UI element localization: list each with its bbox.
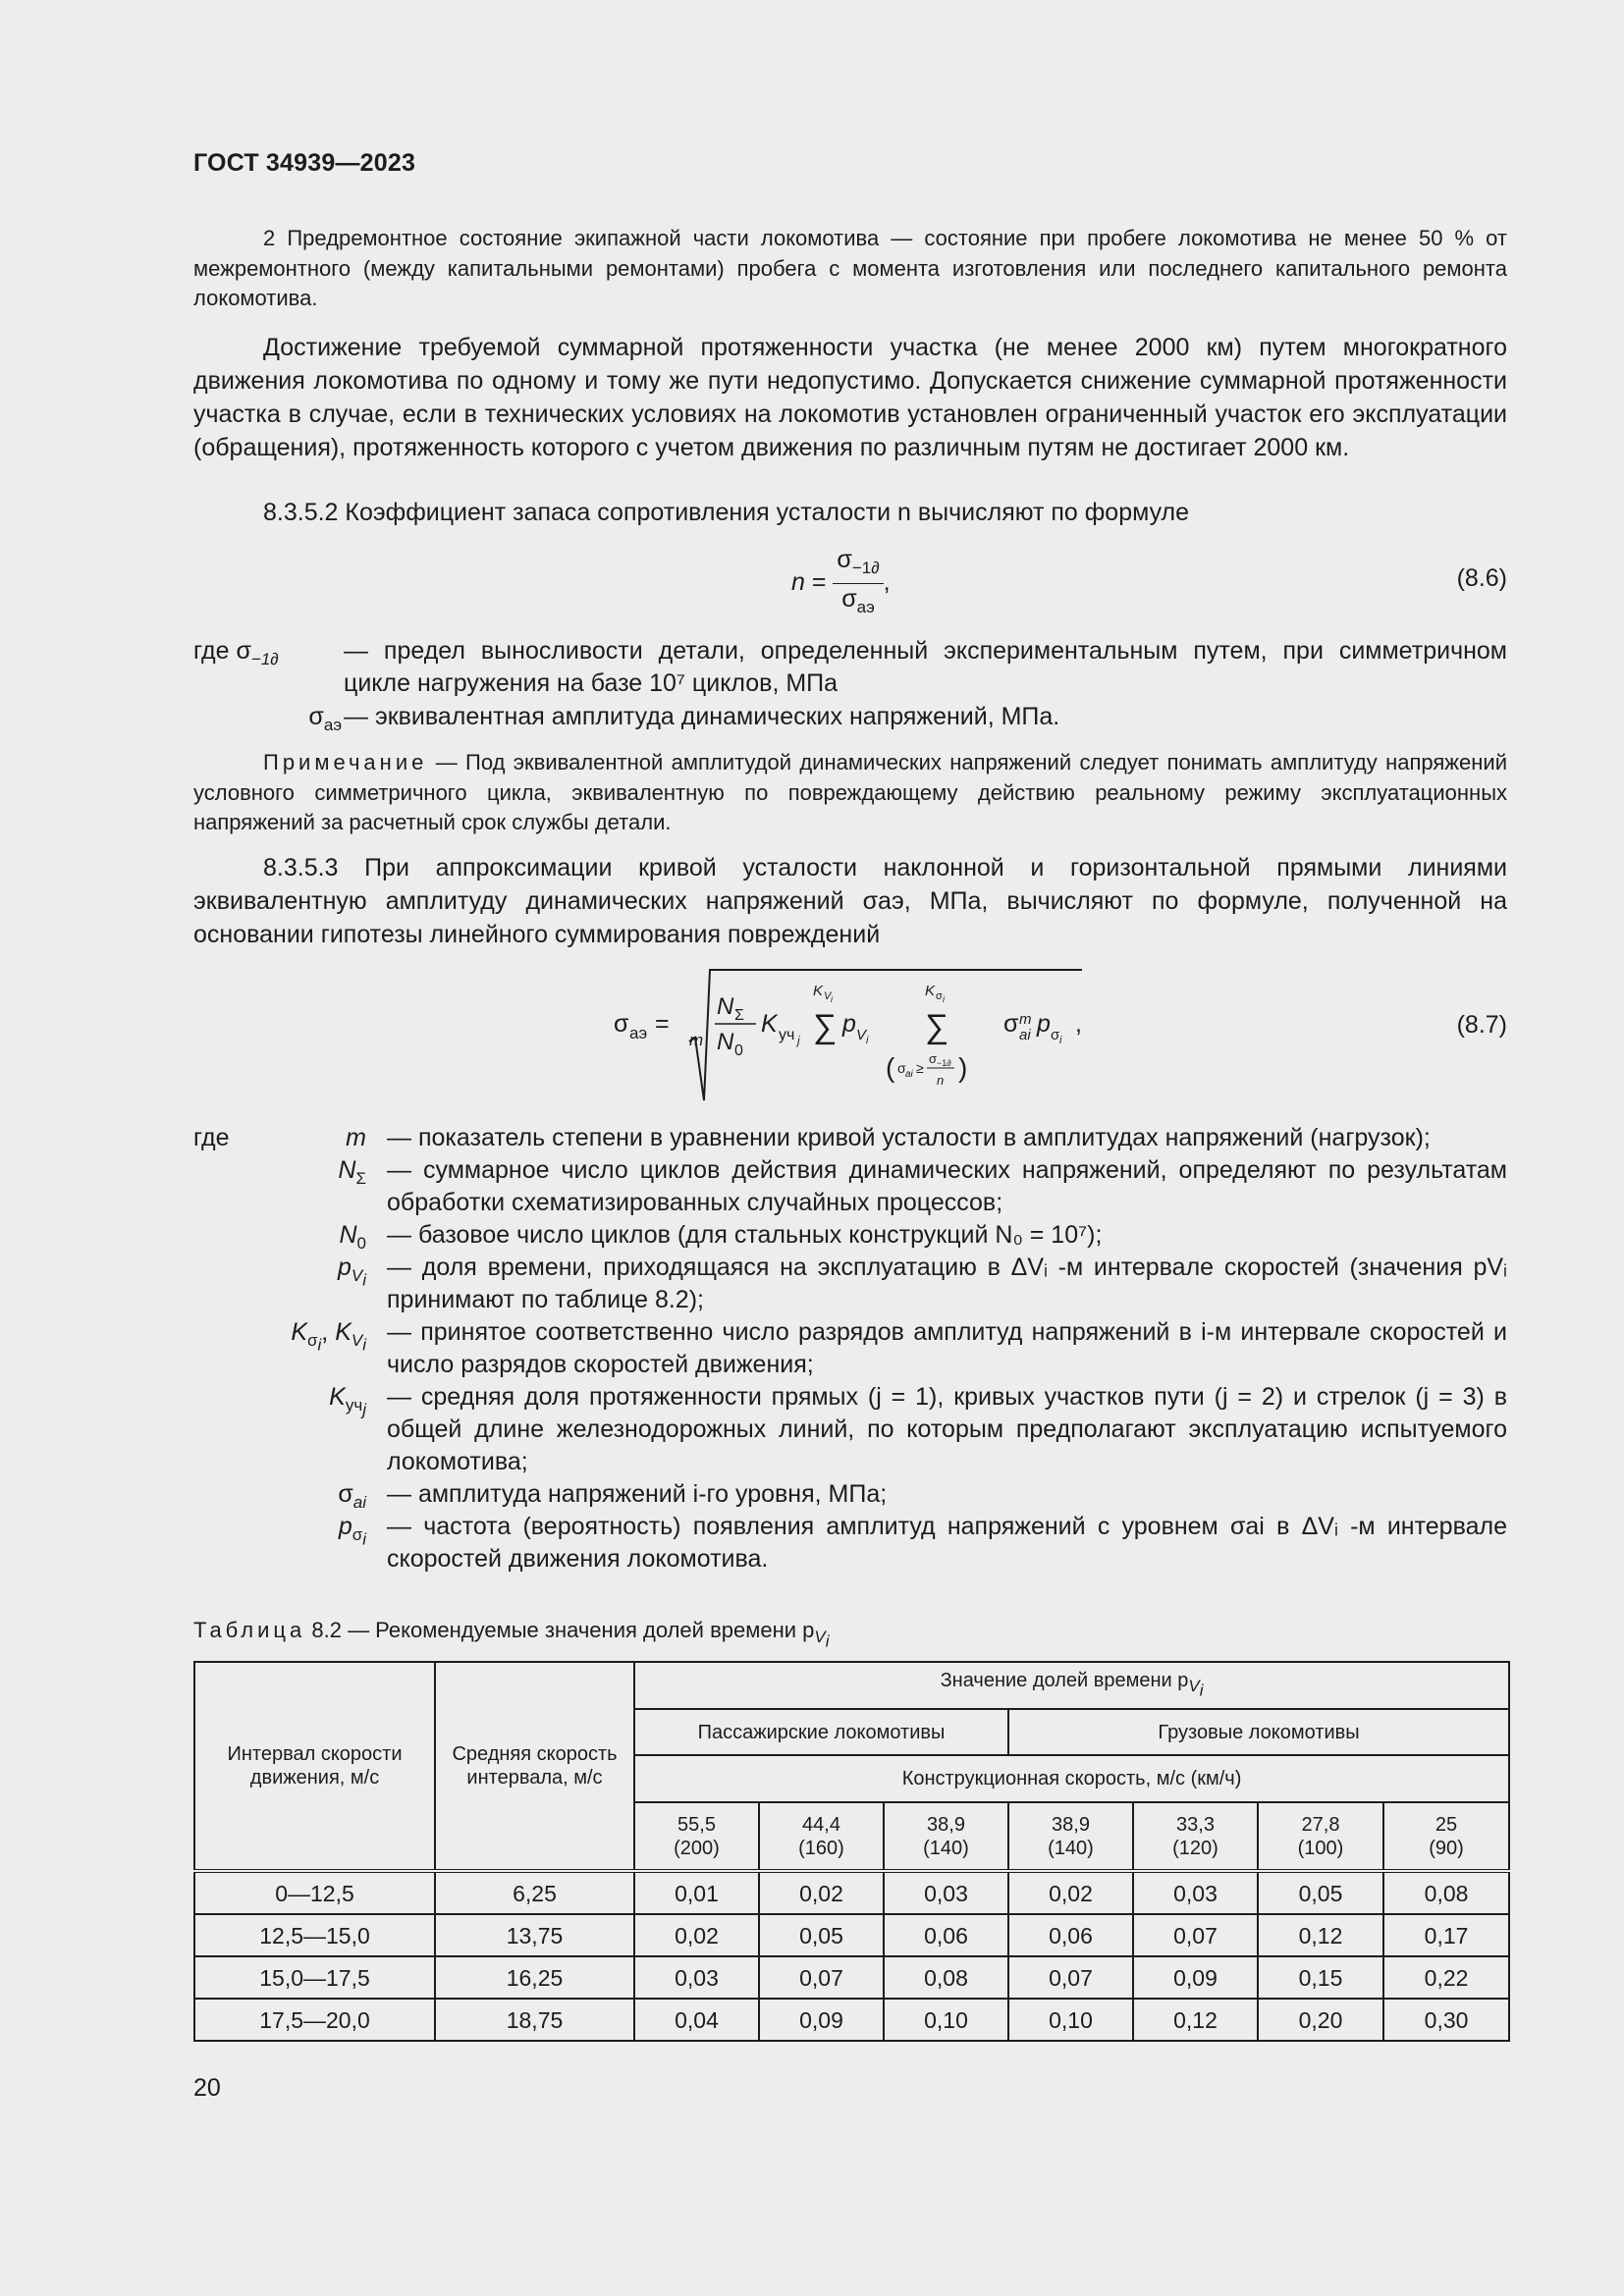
definition-text: — частота (вероятность) появления амплитуд напряжений с уровнем σai в ΔVᵢ -м интервале скоростей движения локомотива.: [387, 1513, 1507, 1573]
paragraph-8-3-5-2: [193, 496, 1507, 529]
svg-text:i: i: [1059, 1035, 1062, 1046]
table-cell: 0,02: [759, 1871, 884, 1914]
definition-text: — средняя доля протяженности прямых (j = 1), кривых участков пути (j = 2) и стрелок (j = 3) в общей длине железнодорожных линий, по которым предполагают эксплуатацию испытуемого локомотива;: [387, 1383, 1507, 1475]
definition-row: [193, 1511, 1507, 1575]
table-cell: 6,25: [435, 1871, 634, 1914]
table-cell: 0,09: [759, 1999, 884, 2041]
svg-text:ai: ai: [905, 1069, 913, 1080]
equation-number-8-6: (8.6): [1456, 564, 1507, 592]
svg-text:V: V: [824, 990, 832, 1002]
svg-text:m: m: [1019, 1011, 1032, 1028]
definition-text: — амплитуда напряжений i-го уровня, МПа;: [387, 1480, 888, 1508]
speed-cell: [634, 1802, 759, 1871]
speed-kmh: (160): [798, 1837, 844, 1859]
speed-ms: 38,9: [1052, 1813, 1090, 1836]
table-row: [194, 1956, 1509, 1999]
svg-text:Σ: Σ: [734, 1007, 744, 1024]
definition-row: [193, 701, 1507, 740]
speed-ms: 25: [1435, 1813, 1458, 1836]
svg-text:K: K: [761, 1010, 778, 1038]
svg-text:ai: ai: [1019, 1027, 1031, 1043]
svg-text:σ: σ: [614, 1010, 629, 1038]
table-cell: 15,0—17,5: [194, 1956, 435, 1999]
table-cell: 12,5—15,0: [194, 1914, 435, 1956]
where-word: где: [193, 1124, 230, 1151]
svg-text:σ: σ: [1051, 1027, 1060, 1043]
table-cell: 0,09: [1133, 1956, 1258, 1999]
paragraph-8-3-5-3: [193, 851, 1507, 951]
paragraph-8-3-5-2-text: 8.3.5.2 Коэффициент запаса сопротивления усталости n вычисляют по формуле: [263, 499, 1190, 526]
definition-symbol: $p_{V_i}$: [337, 1254, 366, 1290]
table-cell: 0,20: [1258, 1999, 1383, 2041]
definition-text: — суммарное число циклов действия динамических напряжений, определяют по результатам обработки схематизированных случайных процессов;: [387, 1156, 1507, 1216]
note-label: Примечание: [263, 750, 428, 774]
note-2: [193, 224, 1507, 314]
svg-text:N: N: [717, 993, 734, 1020]
speed-cell: [759, 1802, 884, 1871]
header-interval: Интервал скорости движения, м/с: [194, 1662, 435, 1871]
svg-text:N: N: [717, 1029, 734, 1055]
where-word: где: [193, 637, 230, 665]
speed-kmh: (100): [1297, 1837, 1344, 1859]
table-cell: 0,07: [759, 1956, 884, 1999]
table-cell: 0,12: [1133, 1999, 1258, 2041]
table-cell: 0,01: [634, 1871, 759, 1914]
note-2-text: 2 Предремонтное состояние экипажной части локомотива — состояние при пробеге локомотива не менее 50 % от межремонтного (между капитальными ремонтами) пробега с момента изготовления или последнего капитального ремонта локомотива.: [193, 226, 1507, 310]
svg-text:=: =: [655, 1010, 670, 1038]
table-cell: 0,22: [1383, 1956, 1509, 1999]
note-block: [193, 748, 1507, 838]
paragraph-distance-text: Достижение требуемой суммарной протяженности участка (не менее 2000 км) путем многократного движения локомотива по одному и тому же пути недопустимо. Допускается снижение суммарной протяженности участка в случае, если в технических условиях на локомотив установлен ограниченный участок его эксплуатации (обращения), протяженность которого с учетом движения по различным путям не достигает 2000 км.: [193, 334, 1507, 461]
svg-text:i: i: [943, 994, 945, 1004]
table-caption-text: 8.2 — Рекомендуемые значения долей времени p: [305, 1618, 815, 1642]
definition-text: — принятое соответственно число разрядов амплитуд напряжений в i-м интервале скоростей и число разрядов скоростей движения;: [387, 1318, 1507, 1378]
svg-text:0: 0: [734, 1042, 743, 1059]
table-cell: 0,17: [1383, 1914, 1509, 1956]
speed-cell: [1258, 1802, 1383, 1871]
svg-text:): ): [958, 1052, 968, 1083]
table-caption-label: Таблица: [193, 1618, 306, 1642]
paragraph-distance: [193, 331, 1507, 464]
definition-text: — доля времени, приходящаяся на эксплуатацию в ΔVᵢ -м интервале скоростей (значения pVᵢ принимают по таблице 8.2);: [387, 1254, 1507, 1313]
definition-symbol: $p_{\sigma_i}$: [338, 1513, 366, 1549]
speed-ms: 44,4: [802, 1813, 840, 1836]
header-design-speed: Конструкционная скорость, м/с (км/ч): [634, 1755, 1509, 1802]
definition-text: — базовое число циклов (для стальных конструкций N₀ = 10⁷);: [387, 1221, 1103, 1249]
table-row: [194, 1999, 1509, 2041]
definition-row: [193, 1154, 1507, 1219]
definition-symbol: $N_0$: [339, 1221, 366, 1253]
svg-text:K: K: [813, 983, 824, 999]
table-cell: 0,07: [1008, 1956, 1133, 1999]
definition-text: — эквивалентная амплитуда динамических напряжений, МПа.: [344, 703, 1060, 730]
table-cell: 0—12,5: [194, 1871, 435, 1914]
table-cell: 13,75: [435, 1914, 634, 1956]
page-number: 20: [193, 2074, 221, 2102]
where-list-8-7: [193, 1122, 1507, 1575]
speed-cell: [884, 1802, 1008, 1871]
where-list-8-6: [193, 635, 1507, 740]
where-label: где $\sigma_{-1\partial}$: [193, 637, 279, 668]
document-header: ГОСТ 34939—2023: [193, 149, 416, 177]
definition-symbol: $\sigma_{ai}$: [338, 1480, 366, 1512]
svg-text:(: (: [886, 1052, 895, 1083]
definition-row: [193, 1478, 1507, 1511]
table-cell: 0,08: [884, 1956, 1008, 1999]
table-cell: 18,75: [435, 1999, 634, 2041]
speed-cell: [1133, 1802, 1258, 1871]
table-cell: 16,25: [435, 1956, 634, 1999]
speed-cell: [1008, 1802, 1133, 1871]
table-cell: 0,05: [759, 1914, 884, 1956]
table-cell: 0,04: [634, 1999, 759, 2041]
note-text: — Под эквивалентной амплитудой динамических напряжений следует понимать амплитуду напряжений условного симметричного цикла, эквивалентную по повреждающему действию реальному режиму эксплуатационных напряжений за расчетный срок службы детали.: [193, 750, 1507, 834]
svg-text:уч: уч: [779, 1027, 795, 1043]
definition-row: [193, 1219, 1507, 1252]
svg-text:σ: σ: [936, 990, 943, 1002]
svg-text:∑: ∑: [925, 1008, 949, 1045]
table-cell: 0,07: [1133, 1914, 1258, 1956]
definition-symbol: m: [346, 1124, 366, 1151]
svg-text:∑: ∑: [813, 1008, 838, 1045]
equation-number-8-7: (8.7): [1456, 1011, 1507, 1039]
speed-ms: 55,5: [677, 1813, 716, 1836]
table-row: [194, 1871, 1509, 1914]
formula-8-7: [609, 967, 1100, 1104]
table-cell: 0,15: [1258, 1956, 1383, 1999]
table-cell: 0,10: [1008, 1999, 1133, 2041]
table-cell: 0,03: [1133, 1871, 1258, 1914]
definition-row: [193, 1252, 1507, 1316]
svg-text:i: i: [866, 1035, 869, 1046]
speed-kmh: (140): [1048, 1837, 1094, 1859]
svg-text:j: j: [797, 1034, 800, 1047]
speed-ms: 27,8: [1301, 1813, 1340, 1836]
formula-8-6: n = $\frac{\sigma_{-1\partial}}{\sigma_{аэ}}$ ,: [791, 546, 891, 616]
table-cell: 0,08: [1383, 1871, 1509, 1914]
table-cell: 0,03: [634, 1956, 759, 1999]
svg-text:≥: ≥: [916, 1060, 924, 1076]
definition-symbol: $N_\Sigma$: [338, 1156, 366, 1188]
speed-kmh: (90): [1429, 1837, 1464, 1859]
table-cell: 0,06: [1008, 1914, 1133, 1956]
svg-text:n: n: [937, 1073, 945, 1088]
speed-ms: 38,9: [927, 1813, 965, 1836]
definition-text: — показатель степени в уравнении кривой усталости в амплитудах напряжений (нагрузок);: [387, 1124, 1431, 1151]
table-cell: 0,02: [634, 1914, 759, 1956]
table-cell: 0,10: [884, 1999, 1008, 2041]
svg-text:p: p: [842, 1010, 856, 1038]
header-freight: Грузовые локомотивы: [1008, 1709, 1509, 1755]
definition-symbol: $K_{\sigma_i}$, $K_{V_i}$: [291, 1318, 366, 1355]
definition-symbol: $K_{уч_j}$: [329, 1383, 366, 1419]
table-cell: 0,05: [1258, 1871, 1383, 1914]
svg-text:p: p: [1037, 1010, 1051, 1038]
table-cell: 0,03: [884, 1871, 1008, 1914]
paragraph-8-3-5-3-text: 8.3.5.3 При аппроксимации кривой усталости наклонной и горизонтальной прямыми линиями эквивалентную амплитуду динамических напряжений σаэ, МПа, вычисляют по формуле, полученной на основании гипотезы линейного суммирования повреждений: [193, 854, 1507, 948]
svg-text:σ: σ: [1003, 1010, 1019, 1038]
speed-kmh: (120): [1172, 1837, 1218, 1859]
svg-text:i: i: [831, 994, 833, 1004]
table-row: [194, 1914, 1509, 1956]
svg-text:аэ: аэ: [629, 1024, 648, 1042]
speed-kmh: (200): [674, 1837, 720, 1859]
table-caption: Таблица 8.2 — Рекомендуемые значения долей времени $p_{V_i}$: [193, 1618, 830, 1651]
svg-text:m: m: [689, 1031, 704, 1049]
table-8-2: [193, 1661, 1510, 2042]
svg-text:,: ,: [1075, 1010, 1082, 1038]
header-passenger: Пассажирские локомотивы: [634, 1709, 1008, 1755]
header-time-share-text: Значение долей времени p: [940, 1669, 1189, 1691]
speed-cell: [1383, 1802, 1509, 1871]
table-cell: 0,12: [1258, 1914, 1383, 1956]
definition-row: [193, 635, 1507, 701]
svg-text:σ: σ: [897, 1060, 906, 1076]
svg-text:−1∂: −1∂: [937, 1058, 951, 1068]
table-cell: 17,5—20,0: [194, 1999, 435, 2041]
table-cell: 0,02: [1008, 1871, 1133, 1914]
speed-ms: 33,3: [1176, 1813, 1215, 1836]
table-cell: 0,30: [1383, 1999, 1509, 2041]
header-time-share: Значение долей времени $p_{V_i}$: [634, 1662, 1509, 1709]
definition-text: — предел выносливости детали, определенный экспериментальным путем, при симметричном цикле нагружения на базе 10⁷ циклов, МПа: [344, 637, 1507, 697]
definition-symbol: $\sigma_{аэ}$: [308, 703, 342, 734]
svg-text:V: V: [856, 1027, 867, 1043]
speed-kmh: (140): [923, 1837, 969, 1859]
table-header-row: [194, 1662, 1509, 1709]
header-average-speed: Средняя скорость интервала, м/с: [435, 1662, 634, 1871]
definition-row: [193, 1381, 1507, 1478]
definition-row: [193, 1316, 1507, 1381]
svg-text:σ: σ: [929, 1051, 938, 1066]
table-cell: 0,06: [884, 1914, 1008, 1956]
definition-row: [193, 1122, 1507, 1154]
svg-text:K: K: [925, 983, 936, 999]
